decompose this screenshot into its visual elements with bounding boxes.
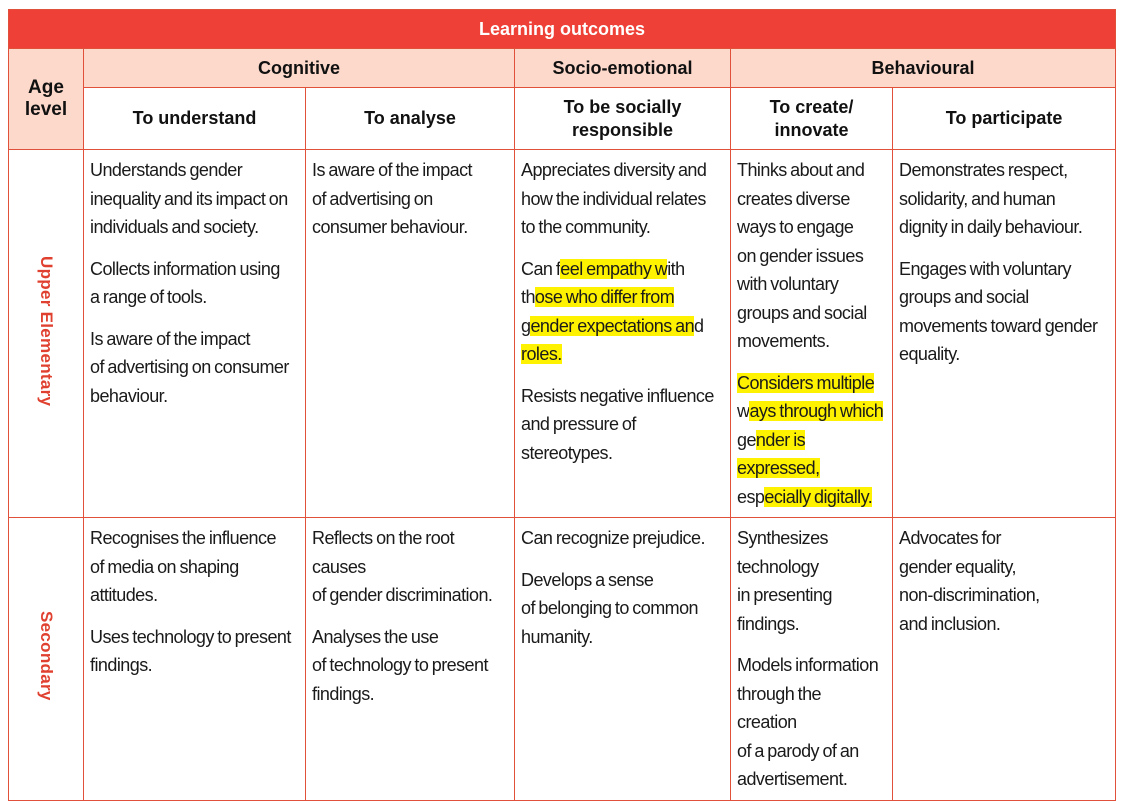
group-socio-emotional: Socio-emotional (515, 49, 731, 88)
cell-paragraph: Reflects on the root causes of gender discrimination. (312, 528, 493, 605)
subheader-row (9, 88, 1116, 150)
subheader-socially-responsible (515, 88, 731, 150)
highlighted-text: nder is expressed, (737, 429, 820, 478)
level-label-secondary: Secondary (37, 611, 56, 702)
cell-paragraph: Analyses the use of technology to present findings. (312, 626, 488, 704)
cell-paragraph: Models information through the creation of a parody of an advertisement. (737, 655, 879, 789)
highlighted-text: ender expectations an (530, 315, 695, 336)
cell-paragraph-highlighted (521, 255, 724, 369)
subheader-participate (893, 88, 1116, 150)
cell-paragraph: Is aware of the impact of advertising on consumer behaviour. (312, 160, 472, 237)
age-level-header (9, 49, 84, 150)
text-fragment: esp (737, 486, 765, 507)
table-row-secondary (9, 518, 1116, 801)
highlighted-text: ays through which (749, 401, 884, 421)
cell-paragraph: Synthesizes technology in presenting findings. (737, 528, 832, 634)
subheader-create-innovate-label: To create/ innovate (769, 96, 854, 140)
title-row (9, 10, 1116, 49)
cell-ue-analyse (306, 150, 515, 518)
cell-sec-participate (893, 518, 1116, 801)
level-cell-upper-elementary (9, 150, 84, 518)
highlighted-text: ose who differ from (534, 287, 675, 307)
cell-ue-socially-responsible (515, 150, 731, 518)
subheader-participate-label: To participate (945, 108, 1063, 128)
subheader-analyse (306, 88, 515, 150)
cell-paragraph: Is aware of the impact of advertising on consumer behaviour. (90, 328, 289, 406)
highlighted-text: eel empathy w (560, 258, 668, 279)
subheader-socially-responsible-label: To be socially responsible (563, 96, 682, 140)
cell-sec-understand (84, 518, 306, 801)
subheader-understand (84, 88, 306, 150)
cell-paragraph: Uses technology to present findings. (90, 626, 291, 675)
level-label-upper-elementary: Upper Elementary (37, 255, 56, 407)
subheader-understand-label: To understand (132, 108, 257, 128)
cell-ue-understand (84, 150, 306, 518)
group-cognitive: Cognitive (84, 49, 515, 88)
text-fragment: g (521, 315, 531, 336)
subheader-analyse-label: To analyse (364, 108, 456, 128)
cell-paragraph: Collects information using a range of tools. (90, 258, 280, 307)
cell-paragraph: Engages with voluntary groups and social movements toward gender equality. (899, 258, 1098, 364)
learning-outcomes-table-wrapper (8, 9, 1115, 801)
group-behavioural: Behavioural (731, 49, 1116, 88)
highlighted-text: roles. (521, 344, 562, 364)
cell-paragraph: Understands gender inequality and its impact on individuals and society. (90, 160, 288, 237)
cell-paragraph: Thinks about and creates diverse ways to engage on gender issues with voluntary groups and social movements. (737, 160, 867, 351)
cell-paragraph: Demonstrates respect, solidarity, and human dignity in daily behaviour. (899, 160, 1083, 237)
cell-sec-create-innovate (731, 518, 893, 801)
learning-outcomes-table (8, 9, 1116, 801)
cell-paragraph: Resists negative influence and pressure of stereotypes. (521, 385, 714, 463)
text-fragment: ge (737, 429, 756, 450)
cell-paragraph: Develops a sense of belonging to common humanity. (521, 569, 699, 647)
level-cell-secondary (9, 518, 84, 801)
cell-paragraph: Appreciates diversity and how the individual relates to the community. (521, 160, 707, 237)
cell-paragraph: Recognises the influence of media on shaping attitudes. (90, 528, 276, 605)
text-fragment: ith th (521, 258, 685, 307)
table-row-upper-elementary (9, 150, 1116, 518)
cell-ue-participate (893, 150, 1116, 518)
subheader-create-innovate (731, 88, 893, 150)
cell-ue-create-innovate (731, 150, 893, 518)
cell-paragraph-highlighted (737, 369, 886, 512)
highlighted-text: Considers multiple (737, 372, 875, 393)
table-title: Learning outcomes (9, 10, 1116, 49)
highlighted-text: ecially digitally. (764, 486, 873, 507)
age-level-label: Age level (24, 77, 68, 120)
cell-paragraph: Can recognize prejudice. (521, 528, 705, 548)
cell-sec-analyse (306, 518, 515, 801)
group-header-row (9, 49, 1116, 88)
text-fragment: Can f (521, 258, 561, 279)
text-fragment: d (694, 315, 704, 336)
cell-paragraph: Advocates for gender equality, non-discrimination, and inclusion. (899, 528, 1040, 634)
text-fragment: w (737, 401, 750, 421)
cell-sec-socially-responsible (515, 518, 731, 801)
